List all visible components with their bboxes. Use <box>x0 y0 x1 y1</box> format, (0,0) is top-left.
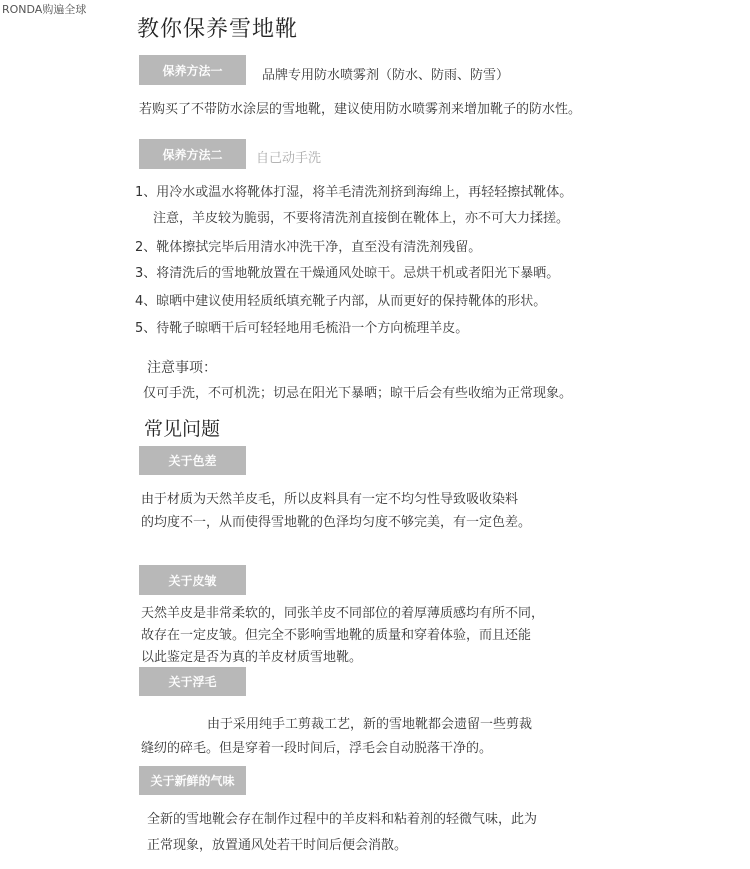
faq-fuzz-line: 由于采用纯手工剪裁工艺，新的雪地靴都会遗留一些剪裁 <box>207 717 533 732</box>
method2-step-1-note: 注意，羊皮较为脆弱，不要将清洗剂直接倒在靴体上，亦不可大力揉搓。 <box>153 211 570 226</box>
watermark-text: RONDA购遍全球 <box>2 3 87 16</box>
method2-step-1: 1、用冷水或温水将靴体打湿，将羊毛清洗剂挤到海绵上，再轻轻擦拭靴体。 <box>135 185 573 200</box>
method2-step-2: 2、靴体擦拭完毕后用清水冲洗干净，直至没有清洗剂残留。 <box>135 240 482 255</box>
method2-tag: 保养方法二 <box>139 139 246 169</box>
faq-wrinkle-line: 以此鉴定是否为真的羊皮材质雪地靴。 <box>141 650 363 665</box>
faq-fuzz-line: 缝纫的碎毛。但是穿着一段时间后，浮毛会自动脱落干净的。 <box>141 741 493 756</box>
faq-wrinkle-line: 天然羊皮是非常柔软的，同张羊皮不同部位的着厚薄质感均有所不同， <box>141 606 545 621</box>
method1-desc: 若购买了不带防水涂层的雪地靴，建议使用防水喷雾剂来增加靴子的防水性。 <box>139 102 582 117</box>
method2-step-4: 4、晾晒中建议使用轻质纸填充靴子内部，从而更好的保持靴体的形状。 <box>135 294 547 309</box>
faq-smell-line: 全新的雪地靴会存在制作过程中的羊皮料和粘着剂的轻微气味，此为 <box>147 812 538 827</box>
faq-tag-wrinkle: 关于皮皱 <box>139 565 246 595</box>
method1-title: 品牌专用防水喷雾剂（防水、防雨、防雪） <box>262 68 510 83</box>
notes-title: 注意事项： <box>147 360 217 376</box>
faq-tag-color: 关于色差 <box>139 446 246 475</box>
faq-color-line: 由于材质为天然羊皮毛，所以皮料具有一定不均匀性导致吸收染料 <box>141 492 519 507</box>
method1-tag: 保养方法一 <box>139 55 246 85</box>
method2-step-5: 5、待靴子晾晒干后可轻轻地用毛梳沿一个方向梳理羊皮。 <box>135 321 469 336</box>
faq-wrinkle-line: 故存在一定皮皱。但完全不影响雪地靴的质量和穿着体验，而且还能 <box>141 628 532 643</box>
method2-step-3: 3、将清洗后的雪地靴放置在干燥通风处晾干。忌烘干机或者阳光下暴晒。 <box>135 266 560 281</box>
faq-tag-smell: 关于新鲜的气味 <box>139 766 246 795</box>
faq-tag-fuzz: 关于浮毛 <box>139 667 246 696</box>
care-title: 教你保养雪地靴 <box>137 17 299 42</box>
faq-color-line: 的均度不一，从而使得雪地靴的色泽均匀度不够完美，有一定色差。 <box>141 515 532 530</box>
method2-title: 自己动手洗 <box>256 151 322 166</box>
faq-title: 常见问题 <box>144 418 221 440</box>
notes-text: 仅可手洗，不可机洗；切忌在阳光下暴晒；晾干后会有些收缩为正常现象。 <box>143 386 573 401</box>
faq-smell-line: 正常现象，放置通风处若干时间后便会消散。 <box>147 838 408 853</box>
